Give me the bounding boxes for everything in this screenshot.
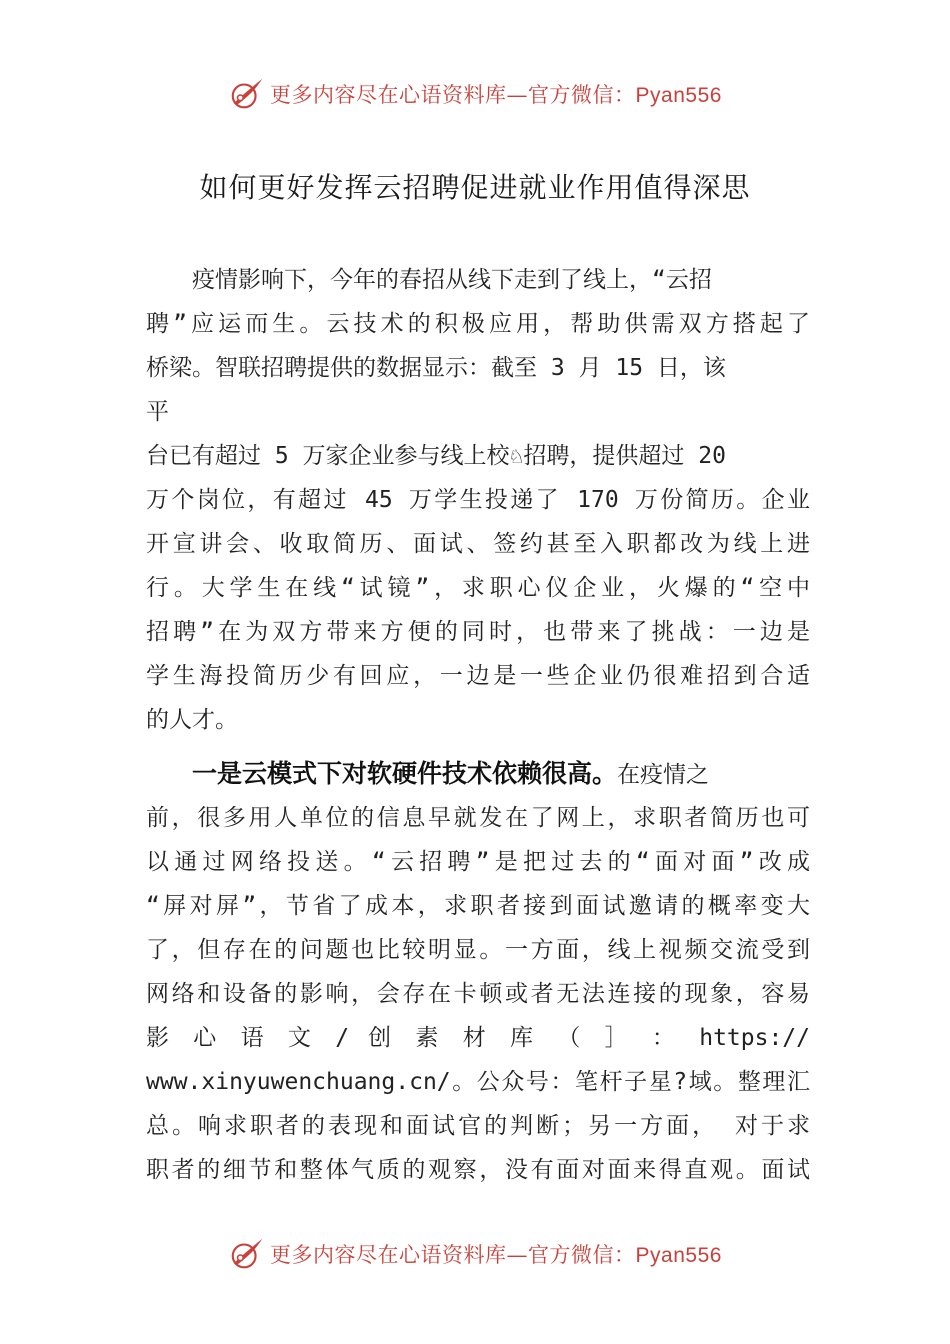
paragraph-line: 以通过网络投送。“云招聘”是把过去的“面对面”改成: [146, 849, 810, 875]
watermark-label: 更多内容尽在心语资料库—官方微信：: [270, 83, 636, 107]
paragraph-line: [146, 752, 810, 796]
document-body: [146, 258, 810, 1192]
watermark-wechat-id: Pyan556: [635, 1244, 722, 1267]
paragraph-line: 平: [146, 399, 169, 425]
watermark-label: 更多内容尽在心语资料库—官方微信：: [270, 1243, 636, 1267]
watermark-text: [270, 1239, 722, 1269]
quill-logo-icon: [228, 1235, 266, 1273]
footer-watermark: [0, 1234, 950, 1274]
paragraph-line: 台已有超过 5 万家企业参与线上校♘招聘，提供超过 20: [146, 443, 726, 469]
paragraph-line: 学生海投简历少有回应，一边是一些企业仍很难招到合适: [146, 663, 810, 689]
paragraph-line: 桥梁。智联招聘提供的数据显示：截至 3 月 15 日，该: [146, 355, 726, 381]
paragraph-line: 前，很多用人单位的信息早就发在了网上，求职者简历也可: [146, 805, 810, 831]
quill-logo-icon: [228, 75, 266, 113]
paragraph-line: 总。响求职者的表现和面试官的判断；另一方面， 对于求: [146, 1113, 810, 1139]
paragraph-line: 万个岗位，有超过 45 万学生投递了 170 万份简历。企业: [146, 487, 810, 513]
paragraph-line: 网络和设备的影响，会存在卡顿或者无法连接的现象，容易: [146, 981, 810, 1007]
paragraph-line: 了，但存在的问题也比较明显。一方面，线上视频交流受到: [146, 937, 810, 963]
paragraph-line: 的人才。: [146, 707, 238, 733]
paragraph-line: 行。大学生在线“试镜”，求职心仪企业，火爆的“空中: [146, 575, 810, 601]
paragraph-line: 职者的细节和整体气质的观察，没有面对面来得直观。面试: [146, 1157, 810, 1183]
paragraph-line: 疫情影响下，今年的春招从线下走到了线上，“云招: [192, 267, 712, 293]
watermark-text: [270, 79, 722, 109]
paragraph-gap: [146, 742, 810, 752]
paragraph-line: “屏对屏”，节省了成本，求职者接到面试邀请的概率变大: [146, 893, 810, 919]
section-lead: 一是云模式下对软硬件技术依赖很高。: [192, 759, 618, 788]
paragraph-line: 开宣讲会、收取简历、面试、签约甚至入职都改为线上进: [146, 531, 810, 557]
paragraph-line: 聘”应运而生。云技术的积极应用，帮助供需双方搭起了: [146, 311, 810, 337]
paragraph-line: 招聘”在为双方带来方便的同时，也带来了挑战：一边是: [146, 619, 810, 645]
header-watermark: [0, 74, 950, 114]
document-title: 如何更好发挥云招聘促进就业作用值得深思: [199, 171, 751, 204]
watermark-wechat-id: Pyan556: [635, 84, 722, 107]
paragraph-line: www.xinyuwenchuang.cn/。公众号：笔杆子星?域。整理汇: [146, 1069, 810, 1095]
paragraph-line: 影 心 语 文 / 创 素 材 库 （ ］ ： https://: [146, 1025, 810, 1051]
section-lead-rest: 在疫情之: [617, 762, 710, 788]
